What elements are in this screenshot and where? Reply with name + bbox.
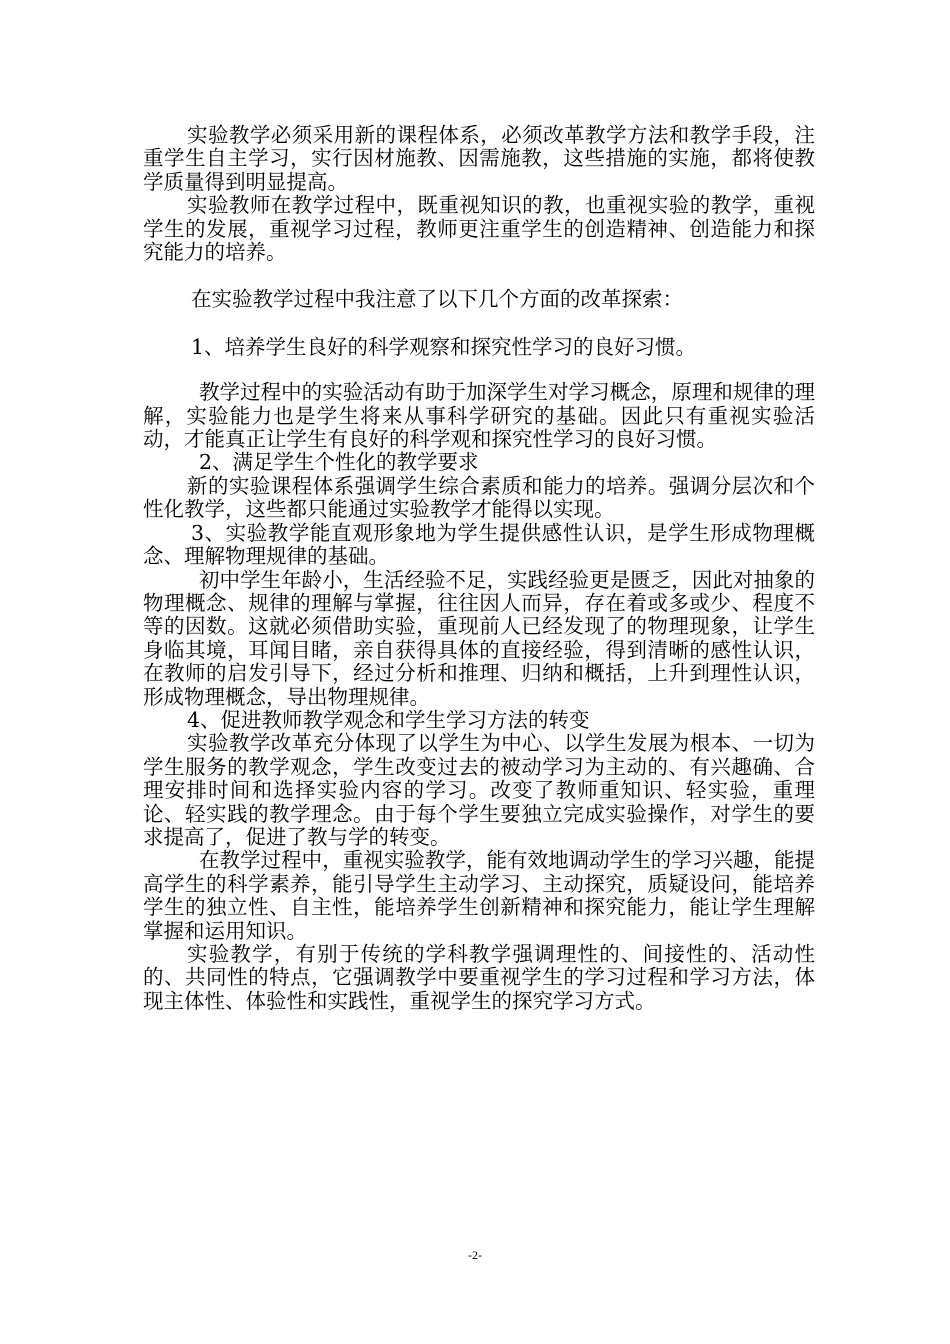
section-heading-4: 4、促进教师教学观念和学生学习方法的转变 bbox=[187, 707, 590, 732]
paragraph-5: 新的实验课程体系强调学生综合素质和能力的培养。强调分层次和个性化教学，这些都只能通过实验教学才能得以实现。 bbox=[143, 473, 815, 522]
section-heading-2: 2、满足学生个性化的教学要求 bbox=[199, 450, 479, 475]
paragraph-8: 在教学过程中，重视实验教学，能有效地调动学生的学习兴趣，能提高学生的科学素养，能引导学生主动学习、主动探究，质疑设问，能培养学生的独立性、自主性，能培养学生创新精神和探究能力，能让学生理解掌握和运用知识。 bbox=[143, 848, 815, 943]
page-number: -2- bbox=[468, 1248, 482, 1262]
document-body bbox=[143, 124, 815, 1013]
section-heading-3: 3、实验教学能直观形象地为学生提供感性认识，是学生形成物理概念、理解物理规律的基础。 bbox=[143, 520, 815, 569]
section-heading-1: 1、培养学生良好的科学观察和探究性学习的良好习惯。 bbox=[191, 334, 697, 359]
paragraph-6: 初中学生年龄小，生活经验不足，实践经验更是匮乏，因此对抽象的物理概念、规律的理解与掌握，往往因人而异，存在着或多或少、程度不等的因数。这就必须借助实验，重现前人已经发现了的物理现象，让学生身临其境，耳闻目睹，亲自获得具体的直接经验，得到清晰的感性认识，在教师的启发引导下，经过分析和推理、归纳和概括，上升到理性认识，形成物理概念，导出物理规律。 bbox=[143, 567, 815, 709]
paragraph-2: 实验教师在教学过程中，既重视知识的教，也重视实验的教学，重视学生的发展，重视学习过程，教师更注重学生的创造精神、创造能力和探究能力的培养。 bbox=[143, 193, 815, 265]
paragraph-9: 实验教学，有别于传统的学科教学强调理性的、间接性的、活动性的、共同性的特点，它强调教学中要重视学生的学习过程和学习方法，体现主体性、体验性和实践性，重视学生的探究学习方式。 bbox=[143, 942, 815, 1013]
paragraph-7: 实验教学改革充分体现了以学生为中心、以学生发展为根本、一切为学生服务的教学观念，学生改变过去的被动学习为主动的、有兴趣确、合理安排时间和选择实验内容的学习。改变了教师重知识、轻实验，重理论、轻实践的教学理念。由于每个学生要独立完成实验操作，对学生的要求提高了，促进了教与学的转变。 bbox=[143, 731, 815, 849]
paragraph-4: 教学过程中的实验活动有助于加深学生对学习概念，原理和规律的理解，实验能力也是学生将来从事科学研究的基础。因此只有重视实验活动，才能真正让学生有良好的科学观和探究性学习的良好习惯。 bbox=[143, 380, 815, 452]
paragraph-1: 实验教学必须采用新的课程体系，必须改革教学方法和教学手段，注重学生自主学习，实行因材施教、因需施教，这些措施的实施，都将使教学质量得到明显提高。 bbox=[143, 123, 815, 194]
paragraph-3: 在实验教学过程中我注意了以下几个方面的改革探索： bbox=[191, 287, 683, 312]
